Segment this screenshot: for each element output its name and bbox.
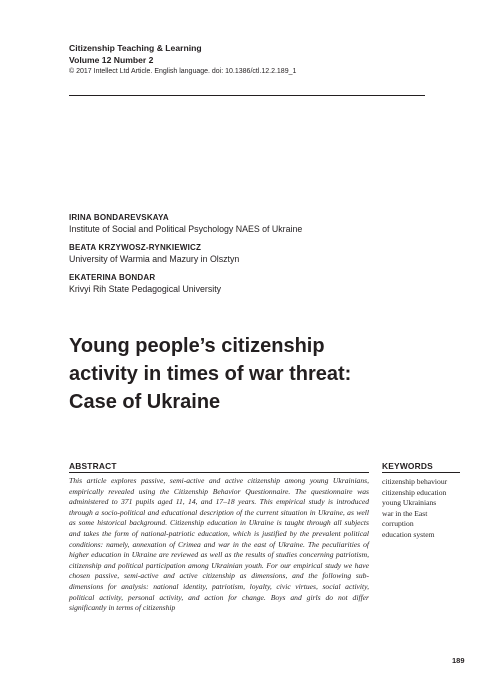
header-rule (69, 95, 425, 96)
article-title: Young people’s citizenship activity in times of war threat: Case of Ukraine (69, 335, 352, 413)
journal-volume: Volume 12 Number 2 (69, 55, 154, 65)
keyword-item: corruption (382, 519, 414, 528)
keyword-item: war in the East (382, 508, 428, 518)
journal-header (69, 42, 429, 78)
keyword-item: young Ukrainians (382, 498, 437, 507)
author (69, 212, 429, 235)
page-number: 189 (452, 656, 465, 665)
keywords-heading: KEYWORDS (382, 461, 433, 471)
author-name: IRINA BONDAREVSKAYA (69, 213, 169, 222)
abstract-text: This article explores passive, semi-active and active citizenship among young Ukrainians, empirically revealed using the Citizenship Behavior Questionnaire. The questionnaire was administered to 371 pupils aged 11, 14, and 17–18 years. This empirical study is introduced through a socio-political and educational description of the current situation in Ukraine, as well as some historical background. Citizenship education in Ukraine is taught through all subjects and takes the form of national-patriotic education, which is justified by the prevalent political conditions: namely, annexation of Crimea and war in the east of Ukraine. The peculiarities of higher education in Ukraine are reviewed as well as the results of studies concerning patriotism, citizenship and political participation among Ukrainian youth. For our empirical study we have chosen passive, semi-active and active citizenship as dimensions, and the following sub-dimensions for analysis: national identity, patriotism, loyalty, civic virtues, social activity, political activity, personal activity, and action for change. Boys and girls do not differ significantly in terms of citizenship (69, 476, 369, 613)
keyword-item: citizenship behaviour (382, 477, 448, 486)
journal-name: Citizenship Teaching & Learning (69, 43, 202, 53)
abstract-rule (69, 472, 369, 473)
keywords-list (382, 477, 472, 540)
author (69, 272, 429, 295)
keywords-rule (382, 472, 460, 473)
author-affiliation: Institute of Social and Political Psychology NAES of Ukraine (69, 224, 303, 234)
authors-block (69, 212, 429, 302)
author (69, 242, 429, 265)
article-meta: © 2017 Intellect Ltd Article. English language. doi: 10.1386/ctl.12.2.189_1 (69, 68, 297, 75)
abstract-heading: ABSTRACT (69, 461, 117, 471)
author-affiliation: Krivyi Rih State Pedagogical University (69, 284, 222, 294)
keyword-item: citizenship education (382, 487, 447, 497)
author-name: BEATA KRZYWOSZ-RYNKIEWICZ (69, 243, 202, 252)
author-name: EKATERINA BONDAR (69, 273, 156, 282)
keyword-item: education system (382, 529, 435, 539)
author-affiliation: University of Warmia and Mazury in Olsztyn (69, 254, 240, 264)
